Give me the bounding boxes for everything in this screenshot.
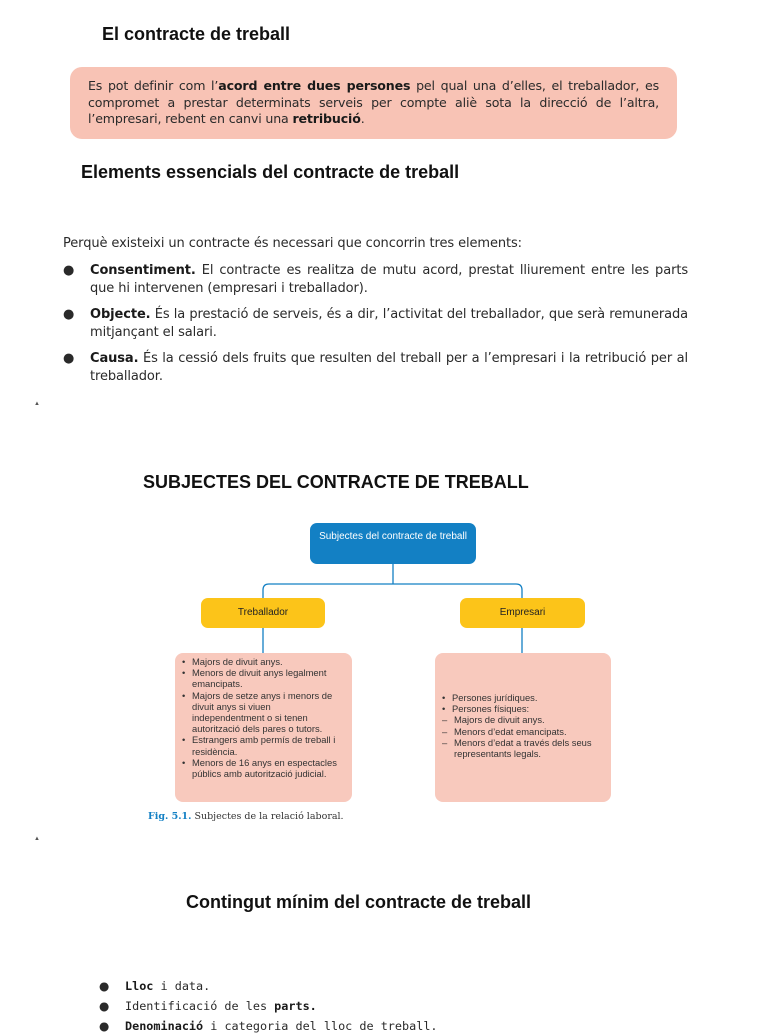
intro-text: Perquè existeixi un contracte és necessari que concorrin tres elements: xyxy=(63,236,522,251)
item-text: i categoria del lloc de treball. xyxy=(203,1019,438,1033)
element-term: Consentiment. xyxy=(90,263,196,278)
bullet-icon: ● xyxy=(63,307,75,322)
anchor-mark-icon: ▲ xyxy=(34,836,40,842)
worker-box xyxy=(175,653,352,802)
element-text: El contracte es realitza de mutu acord, prestat lliurement entre les parts que hi intervenen (empresari i treballador). xyxy=(90,263,688,296)
list-item xyxy=(182,667,344,689)
employer-subitem-text: Menors d’edat a través dels seus representants legals. xyxy=(454,736,592,760)
item-text: i data. xyxy=(153,979,211,993)
list-item xyxy=(182,690,344,735)
bullet-icon: ● xyxy=(99,1019,110,1033)
item-bold-text: Lloc xyxy=(125,979,154,993)
figure-caption-text: Subjectes de la relació laboral. xyxy=(191,811,344,822)
connector-line xyxy=(263,584,522,598)
bullet-icon: ● xyxy=(99,979,110,993)
list-item xyxy=(442,703,603,714)
dash-icon: – xyxy=(442,714,448,726)
worker-item-text: Majors de divuit anys. xyxy=(192,656,283,667)
bullet-icon: ● xyxy=(63,351,75,366)
diagram-node-employer: Empresari xyxy=(460,598,585,628)
figure-caption xyxy=(148,811,344,822)
dash-icon: – xyxy=(442,725,448,737)
list-item xyxy=(99,976,438,996)
employer-item-text: Persones físiques: xyxy=(452,703,530,715)
worker-item-text: Estrangers amb permís de treball i residència. xyxy=(192,734,336,757)
page-title: El contracte de treball xyxy=(102,24,291,44)
definition-text: pel qual una d’elles, el treballador, es compromet a prestar determinats serveis per compte aliè sota la direcció de l’altra, l’empresari, rebent en canvi una xyxy=(88,78,659,126)
item-bold-text: parts. xyxy=(274,999,317,1013)
definition-bold-retribution: retribució xyxy=(292,111,361,126)
diagram-node-worker: Treballador xyxy=(201,598,325,628)
bullet-icon: ● xyxy=(99,999,110,1013)
bullet-icon: • xyxy=(182,734,186,746)
dash-icon: – xyxy=(442,736,448,748)
employer-item-text: Persones jurídiques. xyxy=(452,692,538,703)
element-term: Objecte. xyxy=(90,307,151,322)
bullet-icon: • xyxy=(182,689,186,701)
item-bold-text: Denominació xyxy=(125,1019,204,1033)
element-text: És la prestació de serveis, és a dir, l’activitat del treballador, que serà remunerada mitjançant el salari. xyxy=(90,307,688,340)
worker-item-text: Majors de setze anys i menors de divuit anys si viuen independentment o si tenen autorització dels pares o tutors. xyxy=(192,689,333,735)
definition-text: Es pot definir com l’ xyxy=(88,78,219,93)
bullet-icon: • xyxy=(182,756,186,768)
bullet-icon: • xyxy=(182,667,186,679)
anchor-mark-icon: ▲ xyxy=(34,401,40,407)
diagram-root-node: Subjectes del contracte de treball xyxy=(310,523,476,564)
bullet-icon: • xyxy=(182,656,186,667)
list-item xyxy=(182,757,344,779)
definition-text: . xyxy=(360,111,365,126)
section-title-content: Contingut mínim del contracte de treball xyxy=(186,892,532,912)
element-text: És la cessió dels fruits que resulten del treball per a l’empresari i la retribució per al treballador. xyxy=(90,351,688,384)
figure-number: Fig. 5.1. xyxy=(148,811,192,822)
list-item xyxy=(99,996,438,1016)
section-title-elements: Elements essencials del contracte de treball xyxy=(81,162,460,182)
bullet-icon: • xyxy=(442,692,446,703)
item-text: Identificació de les xyxy=(125,999,275,1013)
bullet-icon: ● xyxy=(63,263,75,278)
list-item xyxy=(182,734,344,756)
list-item xyxy=(442,737,603,759)
employer-subitem-text: Menors d’edat emancipats. xyxy=(454,725,567,737)
worker-item-text: Menors de divuit anys legalment emancipats. xyxy=(192,667,327,690)
bullet-icon: • xyxy=(442,703,446,715)
list-item xyxy=(442,726,603,737)
element-term: Causa. xyxy=(90,351,139,366)
employer-subitem-text: Majors de divuit anys. xyxy=(454,714,545,726)
list-item xyxy=(182,656,344,667)
worker-item-text: Menors de 16 anys en espectacles públics amb autorització judicial. xyxy=(192,756,337,780)
list-item xyxy=(442,714,603,725)
list-item xyxy=(442,692,603,703)
employer-box xyxy=(435,653,611,802)
section-title-subjects: SUBJECTES DEL CONTRACTE DE TREBALL xyxy=(143,472,529,492)
definition-bold-agreement: acord entre dues persones xyxy=(218,78,411,93)
minimum-content-list xyxy=(99,976,438,1036)
list-item xyxy=(99,1016,438,1036)
